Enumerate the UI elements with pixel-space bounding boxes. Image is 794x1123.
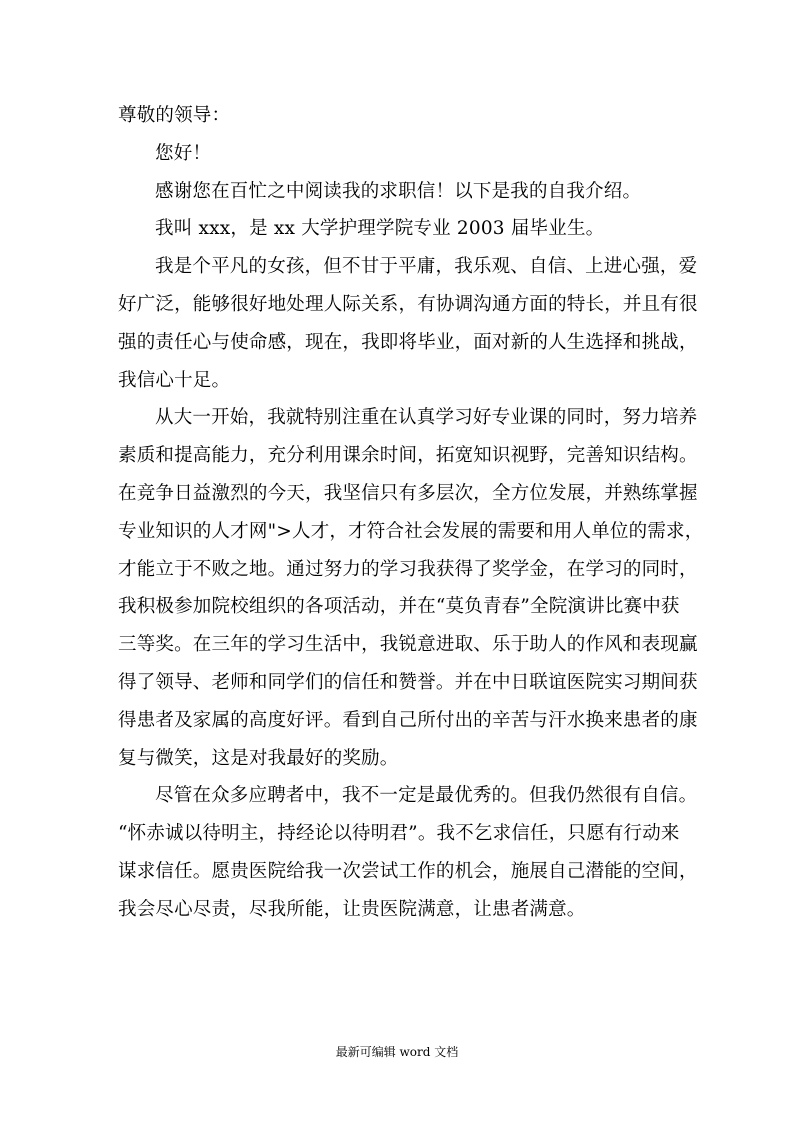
paragraph-line: 复与微笑，这是对我最好的奖励。 [118, 747, 399, 769]
paragraph-thanks [118, 173, 678, 211]
paragraph-line: 得患者及家属的高度好评。看到自己所付出的辛苦与汗水换来患者的康 [118, 709, 698, 731]
paragraph-line: 三等奖。在三年的学习生活中，我锐意进取、乐于助人的作风和表现赢 [118, 634, 698, 656]
page-footer: 最新可编辑 word 文档 [335, 1045, 459, 1059]
paragraph-study [118, 399, 704, 777]
letter-body [118, 97, 704, 929]
salutation: 尊敬的领导： [118, 105, 231, 126]
paragraph-line: 感谢您在百忙之中阅读我的求职信！以下是我的自我介绍。 [155, 180, 642, 202]
paragraph-personality [118, 248, 698, 399]
paragraph-line: 强的责任心与使命感，现在，我即将毕业，面对新的人生选择和挑战， [118, 331, 698, 353]
paragraph-line: 我积极参加院校组织的各项活动，并在“莫负青春”全院演讲比赛中获 [118, 596, 680, 618]
paragraph-line: 从大一开始，我就特别注重在认真学习好专业课的同时，努力培养 [155, 407, 698, 429]
paragraph-line: 谋求信任。愿贵医院给我一次尝试工作的机会，施展自己潜能的空间， [118, 860, 698, 882]
paragraph-line: 才能立于不败之地。通过努力的学习我获得了奖学金，在学习的同时， [118, 558, 698, 580]
paragraph-line: 素质和提高能力，充分利用课余时间，拓宽知识视野，完善知识结构。 [118, 445, 698, 467]
paragraph-line: 专业知识的人才网">人才，才符合社会发展的需要和用人单位的需求， [118, 520, 704, 542]
paragraph-line: 我是个平凡的女孩，但不甘于平庸，我乐观、自信、上进心强，爱 [155, 256, 698, 278]
paragraph-line: 在竞争日益激烈的今天，我坚信只有多层次，全方位发展，并熟练掌握 [118, 482, 698, 504]
paragraph-line: 得了领导、老师和同学们的信任和赞誉。并在中日联谊医院实习期间获 [118, 671, 698, 693]
paragraph-intro [118, 210, 678, 248]
paragraph-line: 我叫 xxx，是 xx 大学护理学院专业 2003 届毕业生。 [155, 218, 605, 240]
paragraph-line: 我会尽心尽责，尽我所能，让贵医院满意，让患者满意。 [118, 898, 586, 920]
greeting: 您好！ [155, 142, 212, 164]
paragraph-closing [118, 777, 698, 928]
paragraph-line: 我信心十足。 [118, 369, 231, 391]
paragraph-line: 好广泛，能够很好地处理人际关系，有协调沟通方面的特长，并且有很 [118, 293, 698, 315]
paragraph-line: “怀赤诚以待明主，持经论以待明君”。我不乞求信任，只愿有行动来 [118, 823, 680, 845]
paragraph-line: 尽管在众多应聘者中，我不一定是最优秀的。但我仍然很有自信。 [155, 785, 698, 807]
